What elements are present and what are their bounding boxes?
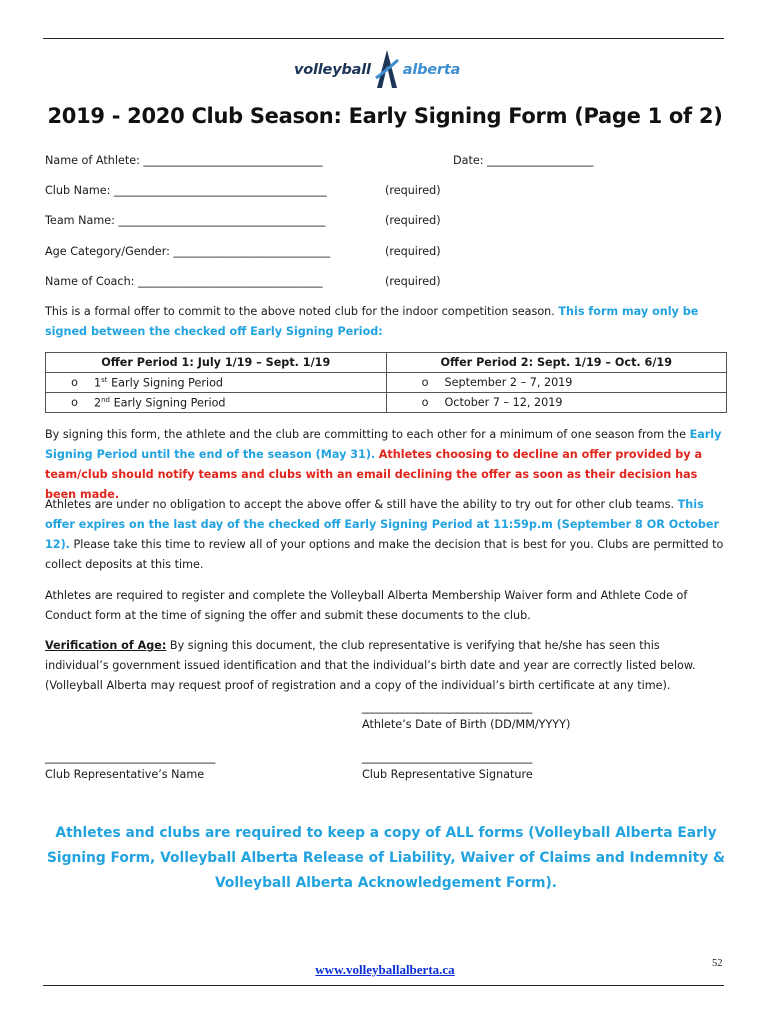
rep-signature-line[interactable]: __________________________________ <box>362 751 532 764</box>
period-1-option-2[interactable] <box>46 393 387 413</box>
club-name-field[interactable]: Club Name: ______________________________________ <box>45 184 327 197</box>
coach-required-label: (required) <box>385 275 441 288</box>
obligation-paragraph <box>45 495 725 575</box>
website-link[interactable]: www.volleyballalberta.ca <box>315 962 455 977</box>
logo-a-mark-icon <box>374 48 400 92</box>
commitment-paragraph <box>45 425 725 505</box>
commitment-text: By signing this form, the athlete and the club are committing to each other for a minimum of one season from the <box>45 428 687 441</box>
commitment-blue-text: Early Signing Period until the end of the season (May 31). <box>45 428 722 461</box>
volleyball-alberta-logo <box>294 46 460 94</box>
rep-signature-label: Club Representative Signature <box>362 768 533 781</box>
age-required-label: (required) <box>385 245 441 258</box>
period-1-option-2-label: 2nd Early Signing Period <box>94 395 226 410</box>
dob-label: Athlete’s Date of Birth (DD/MM/YYYY) <box>362 718 571 731</box>
period-2-header: Offer Period 2: Sept. 1/19 – Oct. 6/19 <box>386 353 727 373</box>
rep-name-label: Club Representative’s Name <box>45 768 205 781</box>
offer-period-table <box>45 352 727 413</box>
team-required-label: (required) <box>385 214 441 227</box>
registration-paragraph: Athletes are required to register and complete the Volleyball Alberta Membership Waiver form and Athlete Code of Conduct form at the time of signing the offer and submit these documents to the club. <box>45 589 688 622</box>
offer-text: This is a formal offer to commit to the above noted club for the indoor competition season. <box>45 305 555 318</box>
checkbox-bullet[interactable]: o <box>71 375 78 389</box>
athlete-name-field[interactable]: Name of Athlete: ________________________________ <box>45 154 323 167</box>
club-required-label: (required) <box>385 184 441 197</box>
obligation-text: Athletes are under no obligation to accept the above offer & still have the ability to try out for other club teams. <box>45 498 675 511</box>
period-2-option-1-label: September 2 – 7, 2019 <box>444 376 573 389</box>
obligation-blue-text: This offer expires on the last day of the checked off Early Signing Period at 11:59p.m (September 8 OR October 12). <box>45 498 720 551</box>
commitment-red-text: Athletes choosing to decline an offer provided by a team/club should notify teams and clubs with an email declining the offer as soon as their decision has been made. <box>45 448 702 501</box>
obligation-text-2: Please take this time to review all of your options and make the decision that is best for you. Clubs are permitted to collect deposits at this time. <box>45 538 724 571</box>
period-2-option-1[interactable] <box>386 373 727 393</box>
page-number: 52 <box>712 958 723 969</box>
checkbox-bullet[interactable]: o <box>421 376 429 389</box>
verification-text: By signing this document, the club representative is verifying that he/she has seen this individual’s government issued identification and that the individual’s birth date and year are correctly listed below. (Volleyball Alberta may request proof of registration and a copy of the individual’s birth certificate at any time). <box>45 639 696 692</box>
team-name-field[interactable]: Team Name: _____________________________________ <box>45 214 326 227</box>
logo-word-alberta: alberta <box>402 62 461 78</box>
checkbox-bullet[interactable]: o <box>421 396 429 409</box>
page-title: 2019 - 2020 Club Season: Early Signing Form (Page 1 of 2) <box>47 104 723 128</box>
verification-label: Verification of Age: <box>45 639 167 652</box>
dob-signature-line[interactable]: __________________________________ <box>362 701 532 714</box>
rep-name-line[interactable]: __________________________________ <box>45 751 215 764</box>
period-2-option-2-label: October 7 – 12, 2019 <box>444 396 563 409</box>
bottom-rule <box>43 985 724 986</box>
coach-name-field[interactable]: Name of Coach: _________________________________ <box>45 275 323 288</box>
period-1-option-1-label: 1st Early Signing Period <box>94 375 224 390</box>
period-1-option-1[interactable] <box>46 373 387 393</box>
period-2-option-2[interactable] <box>386 393 727 413</box>
period-1-header: Offer Period 1: July 1/19 – Sept. 1/19 <box>46 353 387 373</box>
checkbox-bullet[interactable]: o <box>71 395 78 409</box>
top-rule <box>43 38 724 39</box>
keep-copy-notice: Athletes and clubs are required to keep a copy of ALL forms (Volleyball Alberta Early Signing Form, Volleyball Alberta Release of Liability, Waiver of Claims and Indemnity & Volleyball Alberta Acknowledgement Form). <box>46 825 726 891</box>
logo-word-volleyball: volleyball <box>294 62 371 78</box>
date-field[interactable]: Date: ___________________ <box>453 154 594 167</box>
offer-highlight: This form may only be signed between the checked off Early Signing Period: <box>45 305 699 338</box>
verification-paragraph <box>45 636 725 696</box>
age-category-field[interactable]: Age Category/Gender: ____________________________ <box>45 245 331 258</box>
offer-paragraph <box>45 302 725 342</box>
